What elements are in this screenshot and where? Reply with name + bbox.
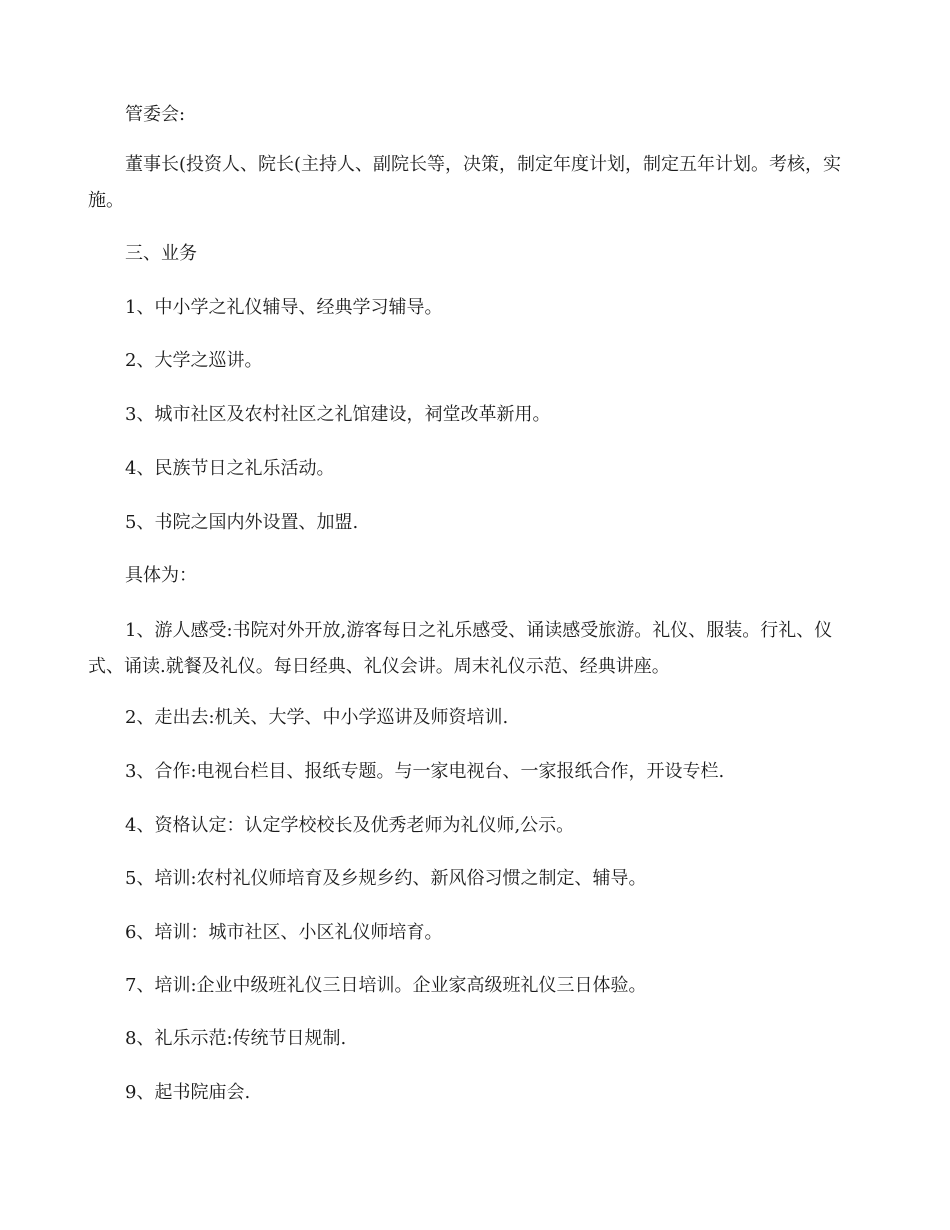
list-item: 7、培训:企业中级班礼仪三日培训。企业家高级班礼仪三日体验。 bbox=[125, 975, 647, 996]
list-item: 1、游人感受:书院对外开放,游客每日之礼乐感受、诵读感受旅游。礼仪、服装。行礼、仪式、诵读.就餐及礼仪。每日经典、礼仪会讲。周末礼仪示范、经典讲座。 bbox=[88, 620, 833, 677]
list-item: 9、起书院庙会. bbox=[125, 1082, 251, 1103]
section-heading: 三、业务 bbox=[125, 243, 197, 264]
list-item: 1、中小学之礼仪辅导、经典学习辅导。 bbox=[125, 297, 443, 318]
list-item: 4、资格认定：认定学校校长及优秀老师为礼仪师,公示。 bbox=[125, 815, 575, 836]
list-item: 5、书院之国内外设置、加盟. bbox=[125, 512, 359, 533]
paragraph: 具体为： bbox=[125, 565, 197, 586]
list-item: 3、城市社区及农村社区之礼馆建设，祠堂改革新用。 bbox=[125, 404, 551, 425]
list-item: 2、大学之巡讲。 bbox=[125, 350, 263, 371]
list-item: 2、走出去:机关、大学、中小学巡讲及师资培训. bbox=[125, 707, 509, 728]
list-item: 5、培训:农村礼仪师培育及乡规乡约、新风俗习惯之制定、辅导。 bbox=[125, 868, 647, 889]
list-item: 3、合作:电视台栏目、报纸专题。与一家电视台、一家报纸合作，开设专栏. bbox=[125, 761, 725, 782]
paragraph: 董事长(投资人、院长(主持人、副院长等，决策，制定年度计划，制定五年计划。考核，实施。 bbox=[88, 154, 842, 211]
list-item: 8、礼乐示范:传统节日规制. bbox=[125, 1028, 347, 1049]
list-item: 6、培训：城市社区、小区礼仪师培育。 bbox=[125, 922, 443, 943]
list-item: 4、民族节日之礼乐活动。 bbox=[125, 458, 335, 479]
paragraph: 管委会: bbox=[125, 104, 186, 125]
